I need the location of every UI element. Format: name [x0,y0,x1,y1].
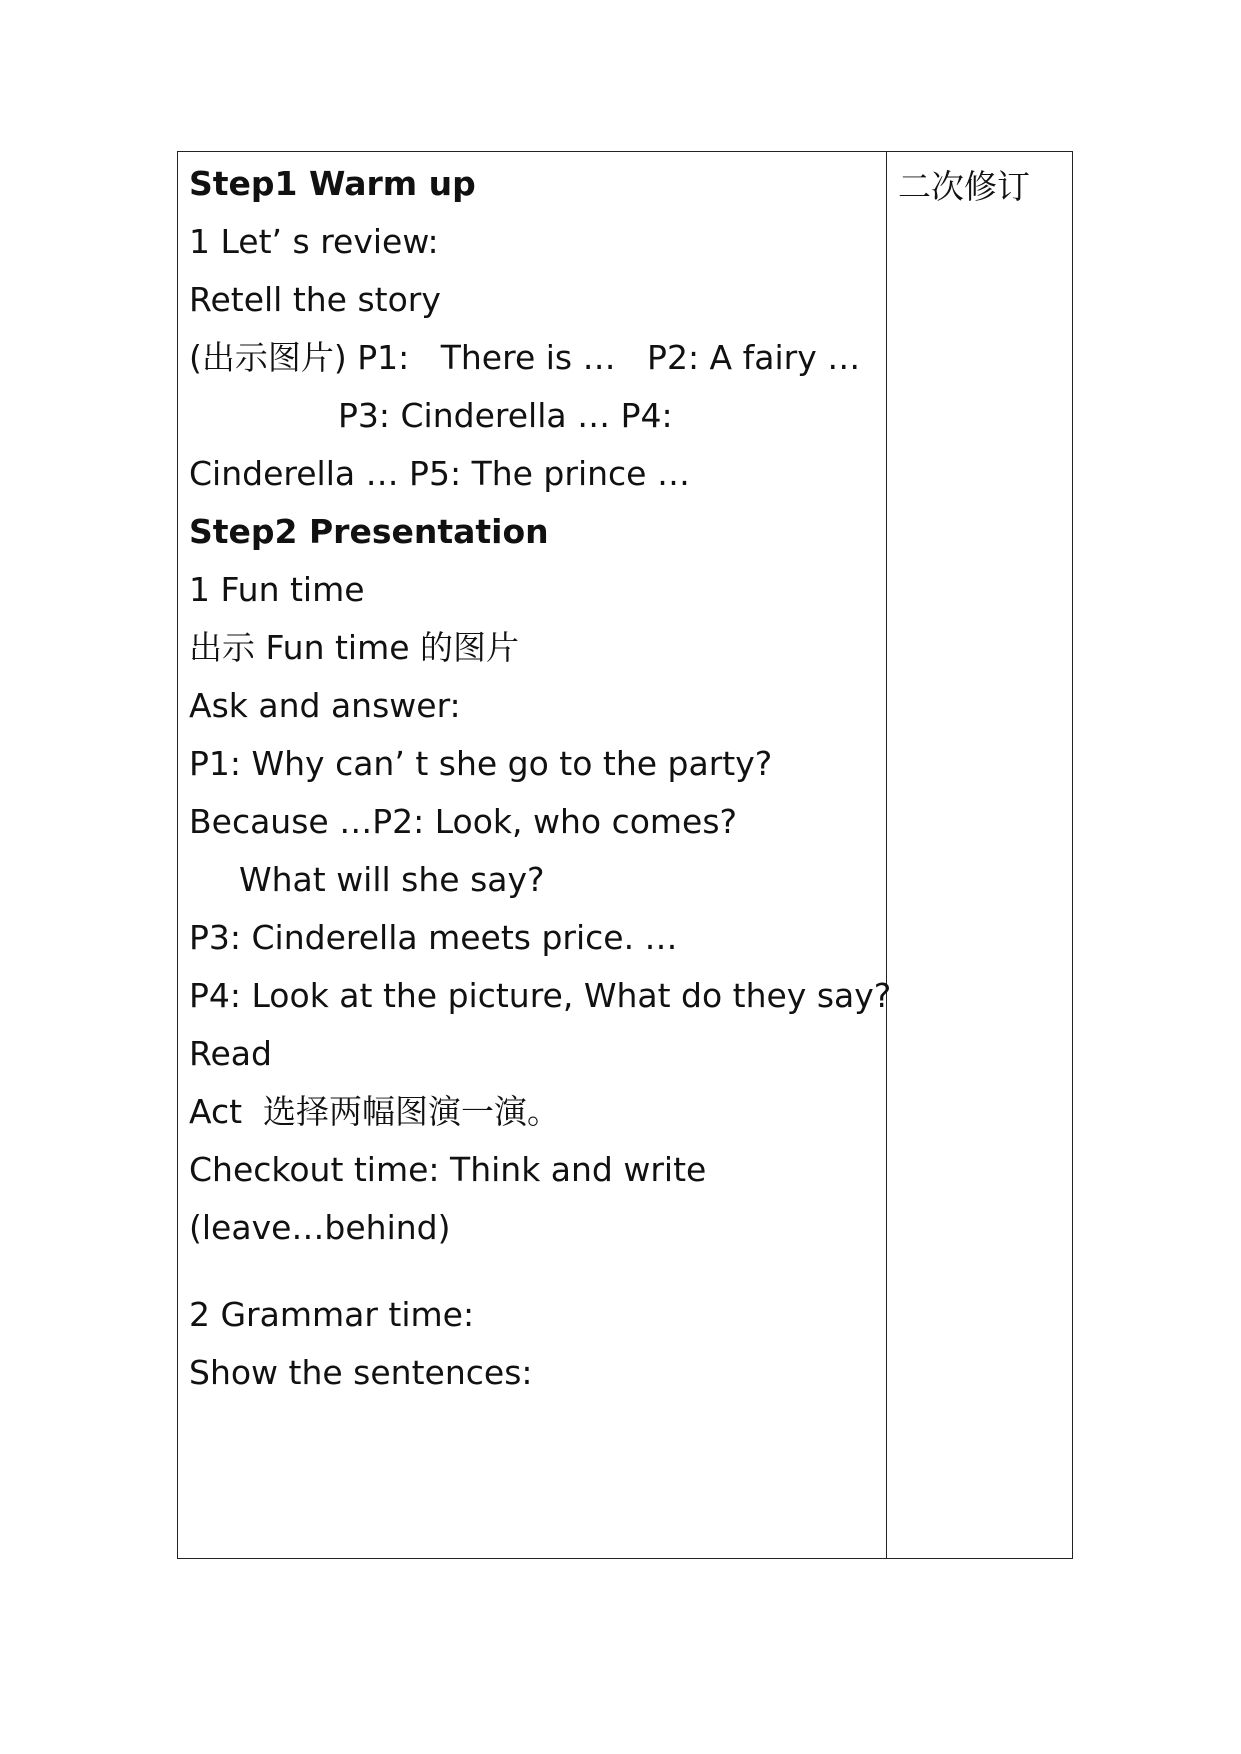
lesson-plan-table [177,151,1073,1559]
text-line: Show the sentences: [189,1353,533,1392]
text-line: 1 Fun time [189,570,365,609]
lesson-content-cell [178,152,892,1558]
text-line: (leave…behind) [189,1208,451,1247]
section-heading-warm-up: Step1 Warm up [189,164,476,203]
text-line: 2 Grammar time: [189,1295,475,1334]
text-line: P4: Look at the picture, What do they say? [189,976,892,1015]
text-line: Ask and answer: [189,686,461,725]
revision-label: 二次修订 [898,167,1030,206]
text-line: P3: Cinderella … P4: [338,396,673,435]
text-line: 1 Let’ s review: [189,222,439,261]
section-heading-presentation: Step2 Presentation [189,512,549,551]
text-line: Because …P2: Look, who comes? [189,802,738,841]
text-line: Retell the story [189,280,441,319]
text-line: Act 选择两幅图演一演。 [189,1092,561,1131]
text-line: (出示图片) P1: There is … P2: A fairy … [189,338,861,377]
text-line: Cinderella … P5: The prince … [189,454,690,493]
text-line: P1: Why can’ t she go to the party? [189,744,773,783]
text-line: Checkout time: Think and write [189,1150,707,1189]
text-line: 出示 Fun time 的图片 [189,628,520,667]
text-line: Read [189,1034,272,1073]
revision-notes-cell [887,152,1072,1558]
text-line: What will she say? [239,860,545,899]
text-line: P3: Cinderella meets price. … [189,918,678,957]
